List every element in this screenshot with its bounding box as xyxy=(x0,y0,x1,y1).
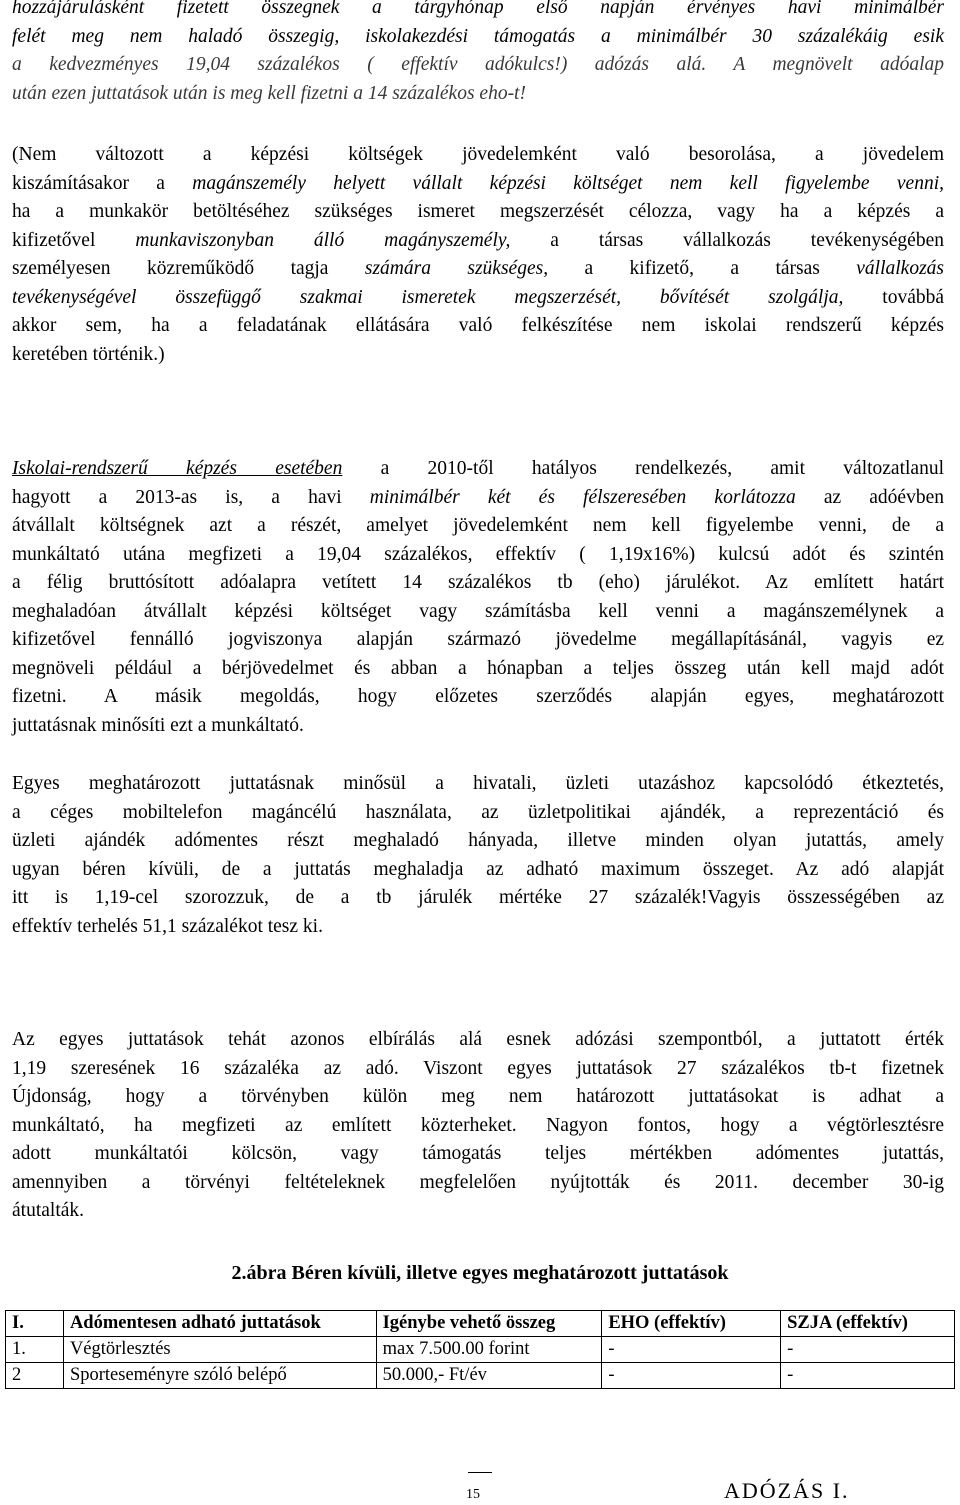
text-line: után ezen juttatások után is meg kell fizetni a 14 százalékos eho-t! xyxy=(12,82,526,104)
text-run: a 2010-től hatályos rendelkezés, amit változatlanul xyxy=(342,458,944,479)
text-line: átutalták. xyxy=(12,1200,85,1221)
figure-title: 2.ábra Béren kívüli, illetve egyes meghatározott juttatások xyxy=(231,1262,729,1284)
table-header-cell: Adómentesen adható juttatások xyxy=(63,1311,376,1337)
text-line: a kedvezményes 19,04 százalékos ( effektív adókulcs!) adózás alá. A megnövelt adóalap xyxy=(12,54,944,75)
text-line: keretében történik.) xyxy=(12,343,165,365)
paragraph-4 xyxy=(12,770,944,941)
text-line xyxy=(12,284,944,313)
text-run-italic: tevékenységével összefüggő szakmai ismeretek megszerzését, bővítését szolgálja, xyxy=(12,286,844,308)
text-line xyxy=(12,255,944,284)
text-run: az adóévben xyxy=(795,486,944,508)
text-line: effektív terhelés 51,1 százalékot tesz ki. xyxy=(12,915,323,937)
text-line: amennyiben a törvényi feltételeknek megfelelően nyújtották és 2011. december 30-ig xyxy=(12,1171,944,1193)
text-line: akkor sem, ha a feladatának ellátására való felkészítése nem iskolai rendszerű képzés xyxy=(12,315,944,336)
footer-title: ADÓZÁS I. xyxy=(724,1478,850,1503)
paragraph-5 xyxy=(12,1026,944,1226)
page-number: 15 xyxy=(466,1487,480,1502)
text-run-italic: vállalkozás xyxy=(856,258,944,279)
text-run: személyesen közreműködő tagja xyxy=(12,258,365,279)
text-line: munkáltató utána megfizeti a 19,04 százalékos, effektív ( 1,19x16%) kulcsú adót és szintén xyxy=(12,543,944,565)
text-line: átvállalt költségnek azt a részét, amelyet jövedelemként nem kell figyelembe venni, de a xyxy=(12,515,944,536)
text-run: a társas vállalkozás tevékenységében xyxy=(510,229,944,251)
table-cell: max 7.500.00 forint xyxy=(376,1337,602,1363)
table-cell: - xyxy=(781,1363,955,1389)
table-cell: Sporteseményre szóló belépő xyxy=(63,1363,376,1389)
table-header-cell: I. xyxy=(6,1311,64,1337)
text-run: kifizetővel xyxy=(12,229,136,251)
text-line: ugyan béren kívüli, de a juttatás meghaladja az adható maximum összeget. Az adó alapját xyxy=(12,858,944,880)
table-cell: - xyxy=(602,1363,781,1389)
text-line: Az egyes juttatások tehát azonos elbírálás alá esnek adózási szempontból, a juttatott érték xyxy=(12,1029,944,1050)
text-run-italic: számára szükséges, xyxy=(364,258,549,279)
text-line xyxy=(12,455,944,484)
text-line: felét meg nem haladó összegig, iskolakezdési támogatás a minimálbér 30 százalékáig esik xyxy=(12,25,944,47)
text-run: a kifizető, a társas xyxy=(548,258,857,279)
text-run: kiszámításakor a xyxy=(12,172,193,194)
text-line: adott munkáltatói kölcsön, vagy támogatás teljes mértékben adómentes jutattás, xyxy=(12,1143,944,1164)
benefits-table xyxy=(5,1310,955,1389)
table-cell: - xyxy=(781,1337,955,1363)
text-run-italic: munkaviszonyban álló magányszemély, xyxy=(135,229,511,251)
text-line: meghaladóan átvállalt képzési költséget vagy számításba kell venni a magánszemélynek a xyxy=(12,600,944,622)
text-run-italic-underlined: Iskolai-rendszerű képzés esetében xyxy=(12,458,343,479)
text-line: a félig bruttósított adóalapra vetített 14 százalékos tb (eho) járulékot. Az említett határt xyxy=(12,572,944,593)
table-row xyxy=(6,1363,955,1389)
table-header-row xyxy=(6,1311,955,1337)
text-line xyxy=(12,227,944,256)
text-line: a céges mobiltelefon magáncélú használata, az üzletpolitikai ajándék, a reprezentáció és xyxy=(12,801,944,823)
text-line: üzleti ajándék adómentes részt meghaladó hányada, illetve minden olyan jutattás, amely xyxy=(12,830,944,851)
text-line xyxy=(12,484,944,513)
text-line: 1,19 szeresének 16 százaléka az adó. Viszont egyes juttatások 27 százalékos tb-t fizetnek xyxy=(12,1057,944,1079)
paragraph-1 xyxy=(12,0,944,108)
table-cell: 2 xyxy=(6,1363,64,1389)
text-line: itt is 1,19-cel szorozzuk, de a tb járulék mértéke 27 százalék!Vagyis összességében az xyxy=(12,887,944,908)
paragraph-2 xyxy=(12,141,944,369)
table-cell: Végtörlesztés xyxy=(63,1337,376,1363)
table-header-cell: EHO (effektív) xyxy=(602,1311,781,1337)
footer-rule xyxy=(468,1472,492,1473)
text-line xyxy=(12,170,944,199)
text-line: kifizetővel fennálló jogviszonya alapján származó jövedelme megállapításánál, vagyis ez xyxy=(12,629,944,650)
text-line: ha a munkakör betöltéséhez szükséges ismeret megszerzését célozza, vagy ha a képzés a xyxy=(12,201,944,222)
text-run: hagyott a 2013-as is, a havi xyxy=(12,486,370,508)
table-cell: - xyxy=(602,1337,781,1363)
text-line: (Nem változott a képzési költségek jövedelemként való besorolása, a jövedelem xyxy=(12,144,944,165)
text-line: juttatásnak minősíti ezt a munkáltató. xyxy=(12,714,304,736)
text-line: fizetni. A másik megoldás, hogy előzetes szerződés alapján egyes, meghatározott xyxy=(12,686,944,707)
table-cell: 50.000,- Ft/év xyxy=(376,1363,602,1389)
table-cell: 1. xyxy=(6,1337,64,1363)
table-header-cell: Igénybe vehető összeg xyxy=(376,1311,602,1337)
text-run-italic: magánszemély helyett vállalt képzési költséget nem kell figyelembe venni, xyxy=(192,172,944,194)
text-line: megnöveli például a bérjövedelmet és abban a hónapban a teljes összeg után kell majd adót xyxy=(12,657,944,679)
text-line: Újdonság, hogy a törvényben külön meg nem határozott juttatásokat is adhat a xyxy=(12,1086,944,1107)
table-header-cell: SZJA (effektív) xyxy=(781,1311,955,1337)
text-run: továbbá xyxy=(843,286,945,308)
text-line: hozzájárulásként fizetett összegnek a tárgyhónap első napján érvényes havi minimálbér xyxy=(12,0,944,18)
paragraph-3 xyxy=(12,455,944,740)
text-line: munkáltató, ha megfizeti az említett közterheket. Nagyon fontos, hogy a végtörlesztésre xyxy=(12,1114,944,1136)
text-run-italic: minimálbér két és félszeresében korlátozza xyxy=(369,486,796,508)
text-line: Egyes meghatározott juttatásnak minősül a hivatali, üzleti utazáshoz kapcsolódó étkeztetés, xyxy=(12,773,944,794)
table-row xyxy=(6,1337,955,1363)
